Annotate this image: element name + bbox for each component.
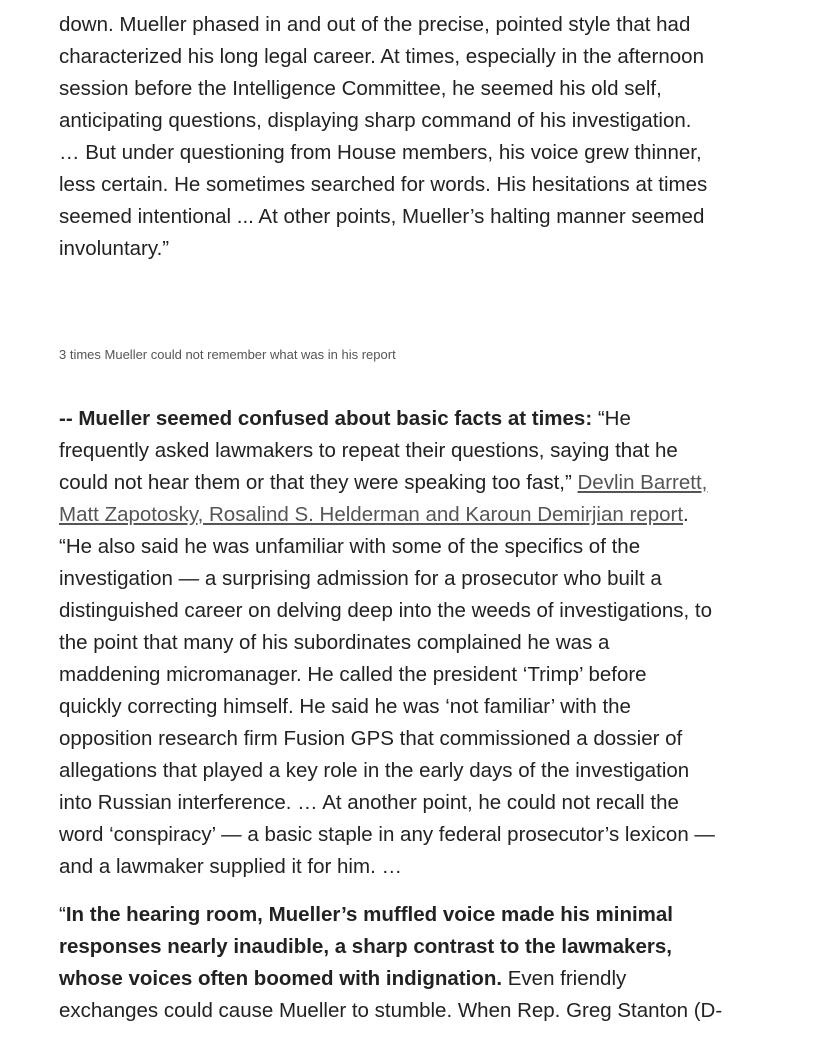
text-line: session before the Intelligence Committee, he seemed his old self, bbox=[59, 77, 662, 100]
reporters-link-part1[interactable]: Devlin Barrett, bbox=[577, 471, 708, 494]
text-line: anticipating questions, displaying sharp command of his investigation. bbox=[59, 109, 692, 132]
text-line: word ‘conspiracy’ — a basic staple in any federal prosecutor’s lexicon — bbox=[59, 823, 715, 846]
bold-text: In the hearing room, Mueller’s muffled voice made his minimal bbox=[65, 903, 673, 926]
bold-text: responses nearly inaudible, a sharp contrast to the lawmakers, bbox=[59, 935, 672, 958]
text-line: frequently asked lawmakers to repeat their questions, saying that he bbox=[59, 439, 678, 462]
paragraph-confused-facts bbox=[59, 403, 715, 883]
text-line bbox=[59, 931, 722, 963]
text-line: and a lawmaker supplied it for him. … bbox=[59, 855, 402, 878]
text-fragment: Even friendly bbox=[502, 967, 627, 990]
text-line: “He also said he was unfamiliar with some of the specifics of the bbox=[59, 535, 641, 558]
text-line bbox=[59, 963, 722, 995]
text-line bbox=[59, 467, 715, 499]
text-fragment: “He bbox=[592, 407, 631, 430]
text-line: distinguished career on delving deep into the weeds of investigations, to bbox=[59, 599, 713, 622]
paragraph-hearing-room bbox=[59, 899, 722, 1027]
text-line: down. Mueller phased in and out of the precise, pointed style that had bbox=[59, 13, 691, 36]
text-line: involuntary.” bbox=[59, 237, 170, 260]
text-fragment: could not hear them or that they were speaking too fast,” bbox=[59, 471, 578, 494]
text-line: into Russian interference. … At another point, he could not recall the bbox=[59, 791, 679, 814]
text-line: the point that many of his subordinates complained he was a bbox=[59, 631, 610, 654]
text-line: quickly correcting himself. He said he was ‘not familiar’ with the bbox=[59, 695, 631, 718]
text-line: characterized his long legal career. At times, especially in the afternoon bbox=[59, 45, 704, 68]
paragraph-hearing-description bbox=[59, 9, 707, 265]
text-line: less certain. He sometimes searched for words. His hesitations at times bbox=[59, 173, 708, 196]
text-fragment: . bbox=[683, 503, 689, 526]
text-line: opposition research firm Fusion GPS that commissioned a dossier of bbox=[59, 727, 683, 750]
text-line: exchanges could cause Mueller to stumble. When Rep. Greg Stanton (D- bbox=[59, 999, 723, 1022]
reporters-link-part2[interactable]: Matt Zapotosky, Rosalind S. Helderman and Karoun Demirjian report bbox=[59, 503, 684, 526]
text-line: … But under questioning from House members, his voice grew thinner, bbox=[59, 141, 702, 164]
text-line: investigation — a surprising admission for a prosecutor who built a bbox=[59, 567, 662, 590]
text-line bbox=[59, 499, 715, 531]
open-quote: “ bbox=[59, 903, 66, 926]
text-line: seemed intentional ... At other points, Mueller’s halting manner seemed bbox=[59, 205, 705, 228]
text-line: maddening micromanager. He called the president ‘Trimp’ before bbox=[59, 663, 647, 686]
bold-text: whose voices often boomed with indignation. bbox=[59, 967, 503, 990]
text-line: allegations that played a key role in the early days of the investigation bbox=[59, 759, 690, 782]
text-line bbox=[59, 403, 715, 435]
text-line bbox=[59, 899, 722, 931]
bold-lead: -- Mueller seemed confused about basic facts at times: bbox=[59, 407, 593, 430]
video-caption: 3 times Mueller could not remember what was in his report bbox=[59, 347, 396, 362]
